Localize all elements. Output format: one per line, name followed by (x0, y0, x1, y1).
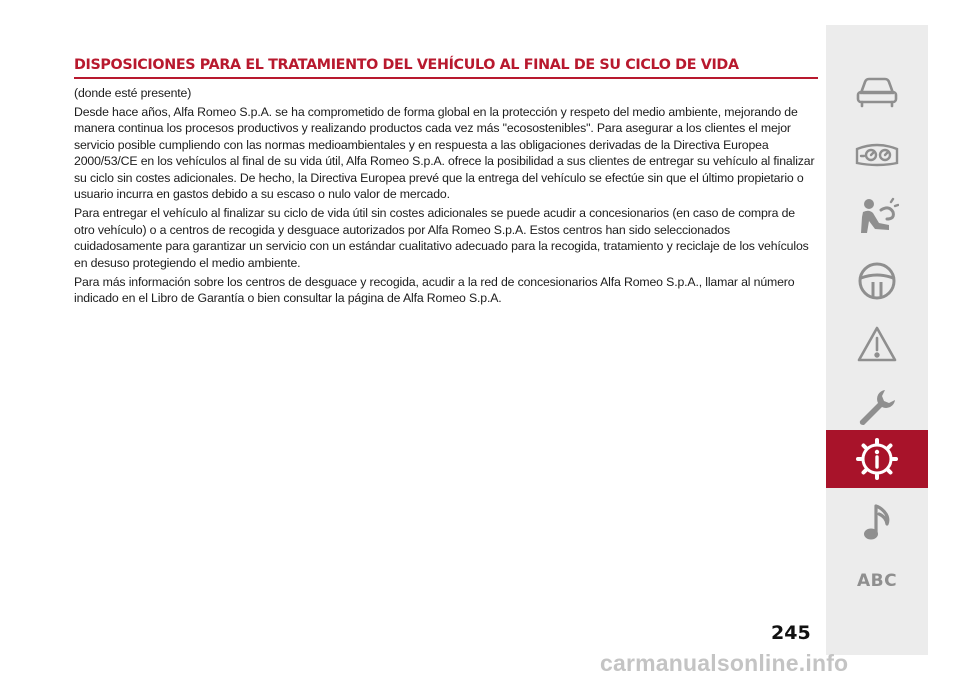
paragraph-note: (donde esté presente) (74, 85, 192, 100)
warning-triangle-icon (856, 325, 898, 363)
info-gear-icon (855, 437, 899, 481)
paragraph-intro: Desde hace años, Alfa Romeo S.p.A. se ha comprometido de forma global en la protección y respeto del medio ambiente, mejorando de manera continua los procesos productivos y realizando productos cada vez más "ecosostenibles". Para asegurar a los clientes el mejor servicio posible cumpliendo con las normas medioambientales y en respuesta a las obligaciones derivadas de la Directiva Europea 2000/53/CE en los vehículos al final de su vida útil, Alfa Romeo S.p.A. ofrece la posibilidad a sus clientes de entregar su vehículo al finalizar su ciclo sin costes adicionales. De hecho, la Directiva Europea prevé que la entrega del vehículo se efectúe sin que el último propietario o usuario incurra en gastos debido a su escaso o nulo valor de mercado. (74, 104, 815, 201)
section-title: DISPOSICIONES PARA EL TRATAMIENTO DEL VEHÍCULO AL FINAL DE SU CICLO DE VIDA (74, 57, 739, 73)
nav-maintenance[interactable] (826, 379, 928, 437)
paragraph-delivery: Para entregar el vehículo al finalizar su ciclo de vida útil sin costes adicionales se puede acudir a concesionarios (en caso de compra de otro vehículo) o a centros de recogida y desguace autorizados por Alfa Romeo S.p.A. Estos centros han sido seleccionados cuidadosamente para garantizar un servicio con un estándar cualitativo adecuado para la recogida, tratamiento y reciclaje de los vehículos en desuso protegiendo el medio ambiente. (74, 206, 809, 270)
document-content (74, 56, 818, 307)
nav-car[interactable] (826, 62, 928, 120)
title-underline (74, 77, 818, 79)
car-icon (855, 74, 899, 108)
nav-safety[interactable] (826, 188, 928, 246)
chapter-sidebar (826, 25, 928, 655)
instrument-panel-icon (854, 139, 900, 169)
nav-index[interactable] (826, 552, 928, 610)
nav-starting-driving[interactable] (826, 252, 928, 310)
nav-emergency[interactable] (826, 315, 928, 373)
abc-index-icon: ABC (856, 571, 898, 591)
watermark: carmanualsonline.info (600, 650, 849, 676)
nav-technical-data[interactable] (826, 430, 928, 488)
page-number: 245 (771, 622, 811, 644)
music-note-icon (860, 502, 894, 542)
steering-wheel-icon (856, 260, 898, 302)
paragraph-info: Para más información sobre los centros de desguace y recogida, acudir a la red de concesionarios Alfa Romeo S.p.A., llamar al número indicado en el Libro de Garantía o bien consultar la página de Alfa Romeo S.p.A. (74, 274, 795, 306)
wrench-icon (856, 387, 898, 429)
airbag-safety-icon (855, 197, 899, 237)
nav-multimedia[interactable] (826, 493, 928, 551)
nav-instruments[interactable] (826, 125, 928, 183)
